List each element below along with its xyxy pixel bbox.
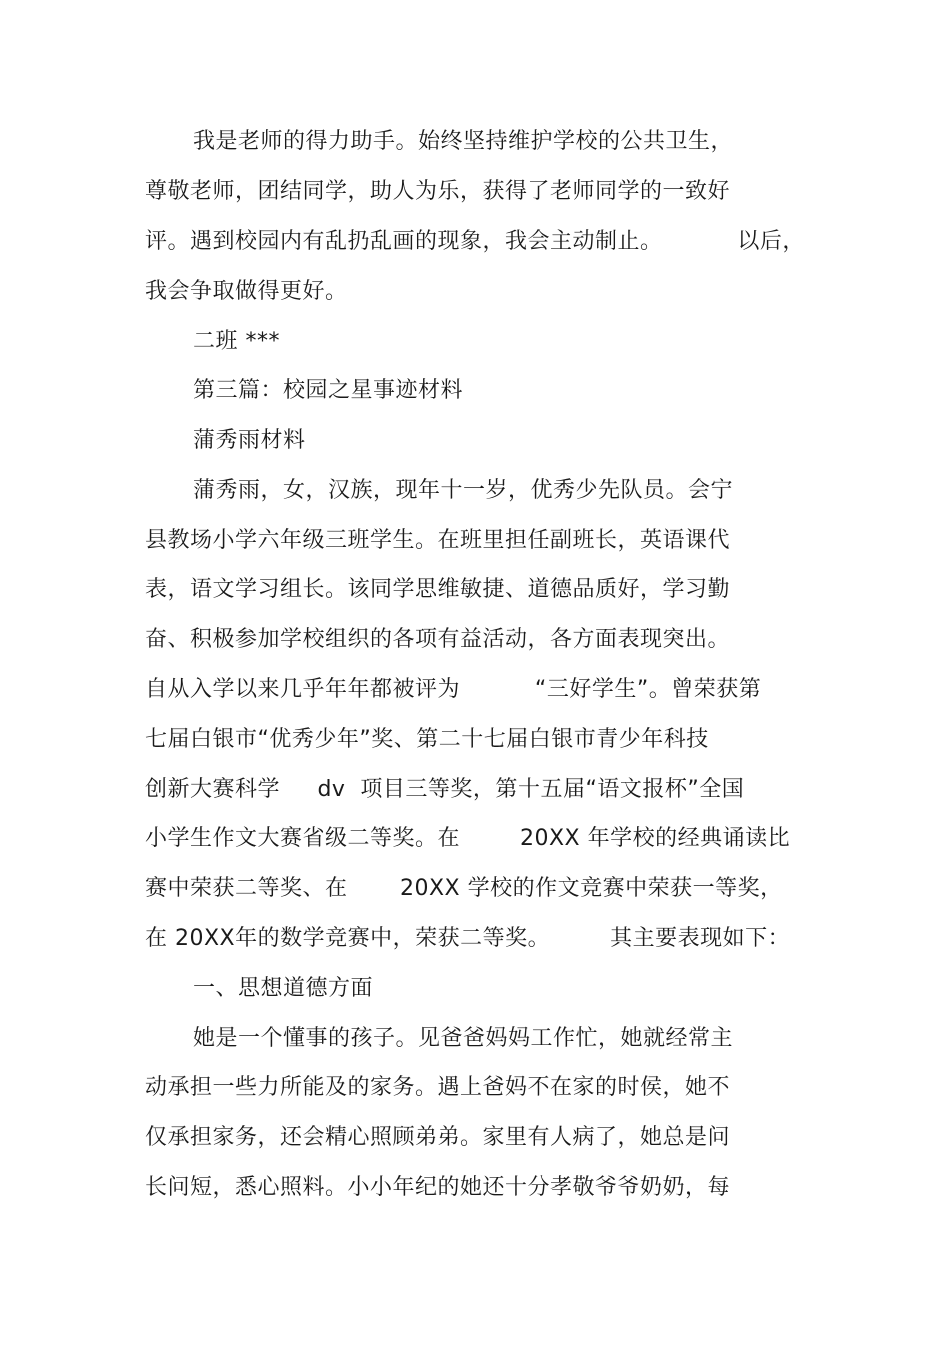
paragraph-line: 尊敬老师，团结同学，助人为乐，获得了老师同学的一致好 [145,179,731,204]
paragraph-line: 在 20XX年的数学竞赛中，荣获二等奖。 其主要表现如下： [145,926,791,951]
class-signature: 二班 *** [193,329,280,354]
paragraph-line: 仅承担家务，还会精心照顾弟弟。家里有人病了，她总是问 [145,1125,731,1150]
section-heading: 第三篇：校园之星事迹材料 [193,378,464,403]
paragraph-line: 七届白银市“优秀少年”奖、第二十七届白银市青少年科技 [145,727,709,752]
paragraph-line: 奋、积极参加学校组织的各项有益活动，各方面表现突出。 [145,627,731,652]
paragraph-line: 蒲秀雨，女，汉族，现年十一岁，优秀少先队员。会宁 [193,478,734,503]
paragraph-line: 长问短，悉心照料。小小年纪的她还十分孝敬爷爷奶奶，每 [145,1175,731,1200]
section-heading: 一、思想道德方面 [193,976,374,1001]
paragraph-line: 她是一个懂事的孩子。见爸爸妈妈工作忙，她就经常主 [193,1026,734,1051]
paragraph-line: 自从入学以来几乎年年都被评为 “三好学生”。曾荣获第 [145,677,762,702]
paragraph-line: 县教场小学六年级三班学生。在班里担任副班长，英语课代 [145,528,731,553]
paragraph-line: 动承担一些力所能及的家务。遇上爸妈不在家的时侯，她不 [145,1075,731,1100]
subsection-title: 蒲秀雨材料 [193,428,306,453]
paragraph-line: 创新大赛科学 dv 项目三等奖，第十五届“语文报杯”全国 [145,777,745,802]
paragraph-line: 表，语文学习组长。该同学思维敏捷、道德品质好，学习勤 [145,577,731,602]
paragraph-line: 我是老师的得力助手。始终坚持维护学校的公共卫生， [193,129,734,154]
paragraph-line: 我会争取做得更好。 [145,279,348,304]
paragraph-line: 评。遇到校园内有乱扔乱画的现象，我会主动制止。 以后， [145,229,805,254]
paragraph-line: 赛中荣获二等奖、在 20XX 学校的作文竞赛中荣获一等奖， [145,876,783,901]
paragraph-line: 小学生作文大赛省级二等奖。在 20XX 年学校的经典诵读比 [145,826,791,851]
